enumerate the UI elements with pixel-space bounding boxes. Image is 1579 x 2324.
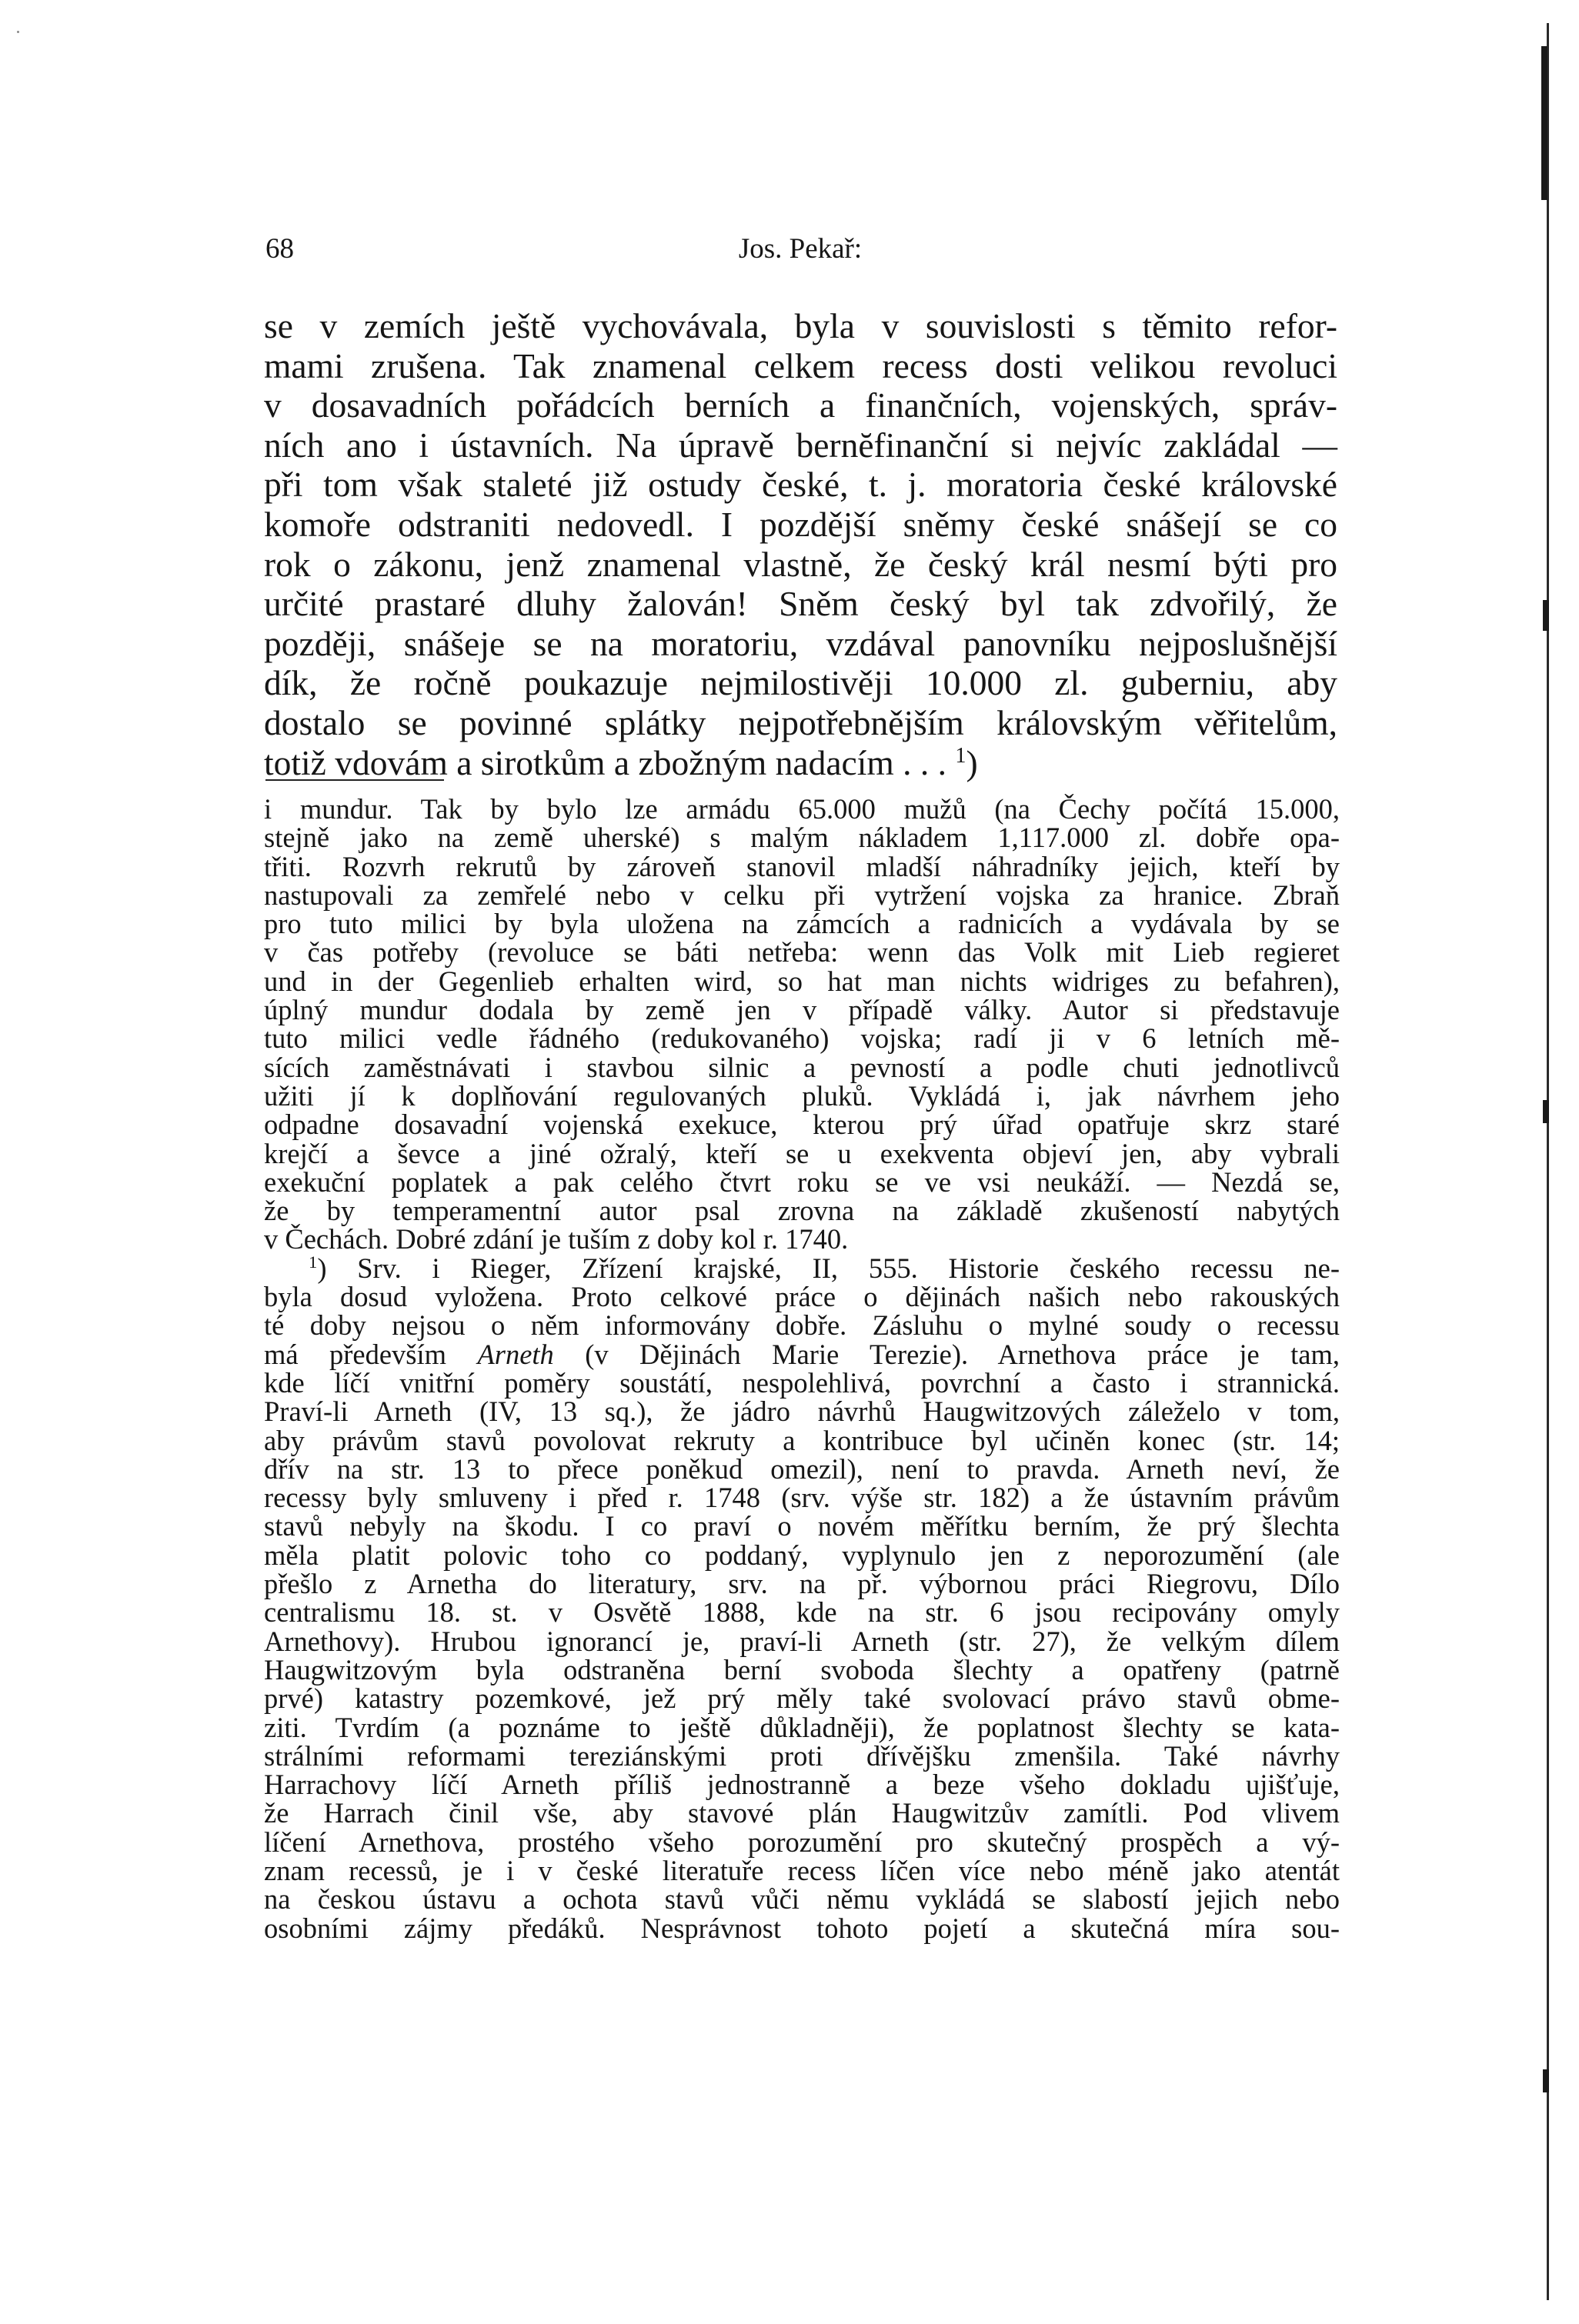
footnote-line: kde líčí vnitřní poměry soustátí, nespolehlivá, povrchní a často i strannická. <box>264 1366 1340 1399</box>
footnote-line: ziti. Tvrdím (a poznáme to ještě důkladněji), že poplatnost šlechty se kata- <box>264 1711 1340 1743</box>
main-line: ních ano i ústavních. Na úpravě bernĕfinanční si nejvíc zakládal — <box>264 425 1337 465</box>
footnote-line: měla platit polovic toho co poddaný, vyplynulo jen z neporozumění (ale <box>264 1539 1340 1571</box>
main-line: rok o zákonu, jenž znamenal vlastně, že český král nesmí býti pro <box>264 544 1337 584</box>
footnote-line: exekuční poplatek a pak celého čtvrt roku se ve vsi neukáží. — Nezdá se, <box>264 1165 1340 1198</box>
scan-edge-mark <box>1543 600 1549 631</box>
footnote-line: pro tuto milici by byla uložena na zámcích a radnicích a vydávala by se <box>264 908 1340 940</box>
footnote-divider <box>265 779 444 781</box>
main-line: se v zemích ještě vychovávala, byla v souvislosti s těmito refor- <box>264 306 1337 345</box>
footnote-line: strálními reformami tereziánskými proti dřívějšku zmenšila. Také návrhy <box>264 1739 1340 1772</box>
footnote-line: přešlo z Arnetha do literatury, srv. na př. výbornou práci Riegrovu, Dílo <box>264 1568 1340 1600</box>
main-line: komoře odstraniti nedovedl. I pozdější sněmy české snášejí se co <box>264 504 1337 544</box>
footnote-line: aby právům stavů povolovat rekruty a kontribuce byl učiněn konec (str. 14; <box>264 1424 1340 1456</box>
scan-edge-mark <box>1543 1100 1549 1123</box>
footnote-line: v čas potřeby (revoluce se báti netřeba: wenn das Volk mit Lieb regieret <box>264 936 1340 969</box>
main-text <box>264 306 1337 782</box>
footnote-line: stavů nebyly na škodu. I co praví o novém měřítku berním, že prý šlechta <box>264 1510 1340 1542</box>
footnote-line: v Čechách. Dobré zdání je tuším z doby kol r. 1740. <box>264 1223 849 1255</box>
main-line-text: totiž vdovám a sirotkům a zbožným nadacím . . . <box>264 742 947 782</box>
main-line: určité prastaré dluhy žalován! Sněm český byl tak zdvořilý, že <box>264 584 1337 624</box>
footnote-line: osobními zájmy předáků. Nesprávnost tohoto pojetí a skutečná míra sou- <box>264 1912 1340 1944</box>
footnote-line: znam recessů, je i v české literatuře recess líčen více nebo méně jako atentát <box>264 1854 1340 1886</box>
page-number: 68 <box>265 233 294 265</box>
footnote-1-first-text: Srv. i Rieger, Zřízení krajské, II, 555. Historie českého recessu ne- <box>357 1252 1340 1284</box>
footnote-continuation <box>264 795 1340 1254</box>
footnote-line: byla dosud vyložena. Proto celkové práce o dějinách našich nebo rakouských <box>264 1281 1340 1313</box>
main-line: v dosavadních pořádcích berních a finančních, vojenských, správ- <box>264 385 1337 425</box>
footnote-line: Arnethovy). Hrubou ignorancí je, praví-li Arneth (str. 27), že velkým dílem <box>264 1625 1340 1657</box>
footnote-line: úplný mundur dodala by země jen v případě války. Autor si představuje <box>264 994 1340 1026</box>
footnote-1-marker: 1 <box>309 1252 318 1272</box>
footnote-text: má především <box>264 1338 447 1370</box>
footnote-line: recessy byly smluveny i před r. 1748 (srv. výše str. 182) a že ústavním právům <box>264 1482 1340 1514</box>
footnote-line: Haugwitzovým byla odstraněna berní svoboda šlechty a opatřeny (patrně <box>264 1653 1340 1685</box>
main-line: dík, že ročně poukazuje nejmilostivěji 10.000 zl. guberniu, aby <box>264 663 1337 703</box>
footnote-ref[interactable]: 1 <box>955 743 966 768</box>
scan-edge-line <box>1547 23 1549 2300</box>
footnote-line: že Harrach činil vše, aby stavové plán Haugwitzův zamítli. Pod vlivem <box>264 1797 1340 1829</box>
main-line-last <box>264 743 1337 783</box>
footnote-ref-paren: ) <box>966 742 978 782</box>
main-line: při tom však staleté již ostudy české, t. j. moratoria české královské <box>264 465 1337 505</box>
footnotes <box>264 795 1340 1942</box>
footnote-line: tuto milici vedle řádného (redukovaného) vojska; radí ji v 6 letních mě- <box>264 1022 1340 1055</box>
footnote-line: centralismu 18. st. v Osvětě 1888, kde na str. 6 jsou recipovány omyly <box>264 1596 1340 1629</box>
footnote-line: dřív na str. 13 to přece poněkud omezil), není to pravda. Arneth neví, že <box>264 1452 1340 1485</box>
footnote-line: i mundur. Tak by bylo lze armádu 65.000 mužů (na Čechy počítá 15.000, <box>264 793 1340 825</box>
footnote-line: stejně jako na země uherské) s malým nákladem 1,117.000 zl. dobře opa- <box>264 822 1340 854</box>
scan-edge-mark <box>1541 46 1547 200</box>
main-line: později, snášeje se na moratoriu, vzdával panovníku nejposlušnější <box>264 623 1337 663</box>
footnote-line: krejčí a ševce a jiné ožralý, kteří se u exekventa objeví jen, aby vybrali <box>264 1137 1340 1169</box>
footnote-line: und in der Gegenlieb erhalten wird, so hat man nichts widriges zu befahren), <box>264 965 1340 997</box>
scan-speck <box>17 31 19 33</box>
footnote-line: líčení Arnethova, prostého všeho porozumění pro skutečný prospěch a vý- <box>264 1826 1340 1858</box>
footnote-line-with-italic <box>264 1340 1340 1369</box>
page-header <box>265 232 1335 271</box>
footnote-line: že by temperamentní autor psal zrovna na základě zkušeností nabytých <box>264 1195 1340 1227</box>
footnote-line: sících zaměstnávati i stavbou silnic a pevností a podle chuti jednotlivců <box>264 1051 1340 1083</box>
running-head: Jos. Pekař: <box>738 233 863 265</box>
main-line: mami zrušena. Tak znamenal celkem recess dosti velikou revoluci <box>264 345 1337 385</box>
footnote-line: třiti. Rozvrh rekrutů by zároveň stanovil mladší náhradníky jejich, kteří by <box>264 850 1340 882</box>
footnote-line: Praví-li Arneth (IV, 13 sq.), že jádro návrhů Haugwitzových záleželo v tom, <box>264 1395 1340 1428</box>
footnote-line: na českou ústavu a ochota stavů vůči němu vykládá se slabostí jejich nebo <box>264 1883 1340 1916</box>
footnote-line: prvé) katastry pozemkové, jež prý měly také svolovací právo stavů obme- <box>264 1682 1340 1715</box>
footnote-line: odpadne dosavadní vojenská exekuce, kterou prý úřad opatřuje skrz staré <box>264 1109 1340 1141</box>
footnote-line: té doby nejsou o něm informovány dobře. Zásluhu o mylné soudy o recessu <box>264 1309 1340 1342</box>
main-line: dostalo se povinné splátky nejpotřebnějším královským věřitelům, <box>264 702 1337 742</box>
italic-name: Arneth <box>477 1338 554 1370</box>
footnote-line: nastupovali za zemřelé nebo v celku při vytržení vojska za hranice. Zbraň <box>264 879 1340 911</box>
scan-edge-mark <box>1543 2069 1549 2092</box>
footnote-1 <box>264 1254 1340 1942</box>
footnote-1-first-line: $^1$) Srv. i Rieger, Zřízení krajské, II, 555. Historie českého recessu ne- <box>309 1252 1340 1284</box>
footnote-line: Harrachovy líčí Arneth příliš jednostranně a beze všeho dokladu ujišťuje, <box>264 1769 1340 1801</box>
footnote-line: užiti jí k doplňování regulovaných pluků. Vykládá i, jak návrhem jeho <box>264 1079 1340 1112</box>
footnote-text: (v Dějinách Marie Terezie). Arnethova práce je tam, <box>585 1338 1340 1370</box>
